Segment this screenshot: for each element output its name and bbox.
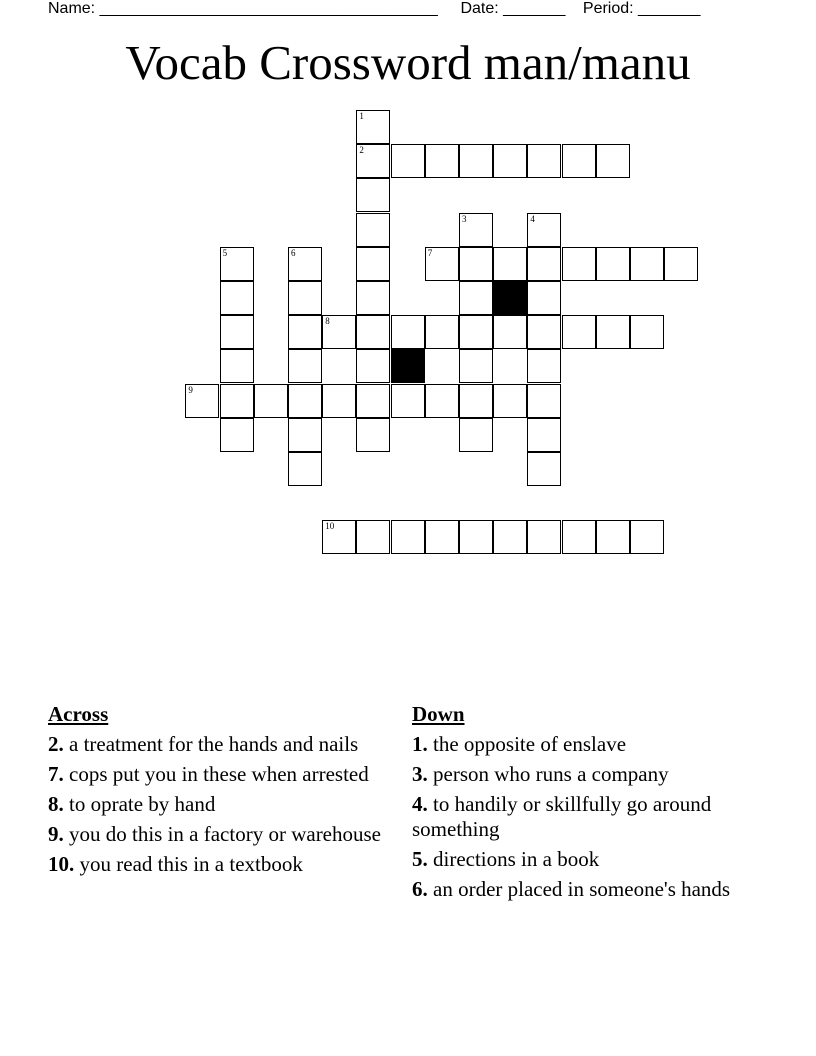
grid-cell[interactable] <box>322 315 356 349</box>
grid-cell[interactable] <box>562 247 596 281</box>
name-field[interactable]: Name: ______________________________________ <box>48 0 438 17</box>
grid-cell[interactable] <box>356 349 390 383</box>
clue-text: to oprate by hand <box>69 792 216 816</box>
grid-cell[interactable] <box>562 315 596 349</box>
grid-cell[interactable] <box>562 520 596 554</box>
cell-number: 2 <box>359 145 364 156</box>
grid-cell[interactable] <box>527 384 561 418</box>
grid-cell[interactable] <box>459 520 493 554</box>
grid-cell[interactable] <box>288 384 322 418</box>
cell-number: 9 <box>188 384 193 395</box>
grid-cell[interactable] <box>527 418 561 452</box>
cell-number: 4 <box>530 213 535 224</box>
grid-cell[interactable] <box>425 520 459 554</box>
grid-cell[interactable] <box>493 520 527 554</box>
clue-down-1 <box>412 732 752 757</box>
cell-number: 1 <box>359 111 364 121</box>
grid-cell[interactable] <box>527 281 561 315</box>
grid-cell[interactable] <box>288 281 322 315</box>
across-heading: Across <box>48 702 109 726</box>
clue-across-10 <box>48 852 388 877</box>
clue-number: 6. <box>412 877 428 901</box>
grid-cell[interactable] <box>356 418 390 452</box>
grid-cell[interactable] <box>220 247 254 281</box>
grid-cell[interactable] <box>391 144 425 178</box>
grid-cell[interactable] <box>425 144 459 178</box>
clue-number: 5. <box>412 847 428 871</box>
grid-cell[interactable] <box>459 144 493 178</box>
period-field[interactable]: Period: _______ <box>582 0 701 17</box>
grid-cell[interactable] <box>356 384 390 418</box>
grid-cell[interactable] <box>459 315 493 349</box>
clue-down-3 <box>412 762 752 787</box>
clue-number: 2. <box>48 732 64 756</box>
grid-cell[interactable] <box>254 384 288 418</box>
clue-text: you read this in a textbook <box>79 852 303 876</box>
grid-cell[interactable] <box>220 384 254 418</box>
cell-number: 3 <box>462 213 467 224</box>
clue-text: an order placed in someone's hands <box>433 877 731 901</box>
grid-cell[interactable] <box>356 247 390 281</box>
grid-cell[interactable] <box>459 247 493 281</box>
grid-cell[interactable] <box>596 247 630 281</box>
grid-cell[interactable] <box>493 384 527 418</box>
cell-number: 10 <box>325 521 335 532</box>
clue-across-8 <box>48 792 388 817</box>
black-cell <box>391 349 425 383</box>
clue-number: 4. <box>412 792 428 816</box>
clue-text: the opposite of enslave <box>433 732 627 756</box>
grid-cell[interactable] <box>527 452 561 486</box>
clue-across-2 <box>48 732 388 757</box>
grid-cell[interactable] <box>220 281 254 315</box>
grid-cell[interactable] <box>391 384 425 418</box>
grid-cell[interactable] <box>596 144 630 178</box>
clue-text: directions in a book <box>433 847 600 871</box>
grid-cell[interactable] <box>562 144 596 178</box>
black-cell <box>493 281 527 315</box>
grid-cell[interactable] <box>493 315 527 349</box>
clue-text: to handily or skillfully go around something <box>412 792 712 841</box>
cell-number: 6 <box>291 247 296 258</box>
grid-cell[interactable] <box>288 452 322 486</box>
clue-across-9 <box>48 822 388 847</box>
grid-cell[interactable] <box>527 144 561 178</box>
date-field[interactable]: Date: _______ <box>460 0 566 17</box>
grid-cell[interactable] <box>185 384 219 418</box>
grid-cell[interactable] <box>391 520 425 554</box>
grid-cell[interactable] <box>459 213 493 247</box>
grid-cell[interactable] <box>220 315 254 349</box>
grid-cell[interactable] <box>596 315 630 349</box>
grid-cell[interactable] <box>356 213 390 247</box>
grid-cell[interactable] <box>459 281 493 315</box>
grid-cell[interactable] <box>630 247 664 281</box>
down-heading: Down <box>412 702 465 726</box>
clue-text: cops put you in these when arrested <box>69 762 369 786</box>
grid-cell[interactable] <box>356 281 390 315</box>
across-clues <box>48 702 388 882</box>
grid-cell[interactable] <box>527 213 561 247</box>
clue-number: 7. <box>48 762 64 786</box>
clue-down-4 <box>412 792 752 842</box>
cell-number: 8 <box>325 316 330 327</box>
clue-text: person who runs a company <box>433 762 669 786</box>
grid-cell[interactable] <box>288 315 322 349</box>
grid-cell[interactable] <box>288 418 322 452</box>
clue-down-5 <box>412 847 752 872</box>
grid-cell[interactable] <box>356 315 390 349</box>
grid-cell[interactable] <box>459 384 493 418</box>
grid-cell[interactable] <box>425 247 459 281</box>
grid-cell[interactable] <box>391 315 425 349</box>
grid-cell[interactable] <box>356 144 390 178</box>
grid-cell[interactable] <box>596 520 630 554</box>
grid-cell[interactable] <box>527 520 561 554</box>
grid-cell[interactable] <box>459 418 493 452</box>
clue-number: 10. <box>48 852 75 876</box>
grid-cell[interactable] <box>493 247 527 281</box>
grid-cell[interactable] <box>630 520 664 554</box>
grid-cell[interactable] <box>664 247 698 281</box>
grid-cell[interactable] <box>356 520 390 554</box>
grid-cell[interactable] <box>288 349 322 383</box>
down-clues <box>412 702 752 907</box>
cell-number: 5 <box>222 247 228 258</box>
grid-cell[interactable] <box>459 349 493 383</box>
grid-cell[interactable] <box>527 247 561 281</box>
grid-cell[interactable] <box>356 110 390 144</box>
clue-down-6 <box>412 877 752 902</box>
grid-cell[interactable] <box>425 315 459 349</box>
grid-cell[interactable] <box>356 178 390 212</box>
page-title: Vocab Crossword man/manu <box>125 35 691 90</box>
grid-cell[interactable] <box>220 418 254 452</box>
clue-number: 8. <box>48 792 64 816</box>
clue-number: 3. <box>412 762 428 786</box>
grid-cell[interactable] <box>322 520 356 554</box>
grid-cell[interactable] <box>322 384 356 418</box>
cell-number: 7 <box>427 247 433 258</box>
grid-cell[interactable] <box>493 144 527 178</box>
grid-cell[interactable] <box>527 349 561 383</box>
grid-cell[interactable] <box>288 247 322 281</box>
clue-text: a treatment for the hands and nails <box>69 732 359 756</box>
clue-number: 9. <box>48 822 64 846</box>
clue-across-7 <box>48 762 388 787</box>
clue-text: you do this in a factory or warehouse <box>69 822 381 846</box>
grid-cell[interactable] <box>425 384 459 418</box>
clue-number: 1. <box>412 732 428 756</box>
grid-cell[interactable] <box>527 315 561 349</box>
grid-cell[interactable] <box>220 349 254 383</box>
grid-cell[interactable] <box>630 315 664 349</box>
